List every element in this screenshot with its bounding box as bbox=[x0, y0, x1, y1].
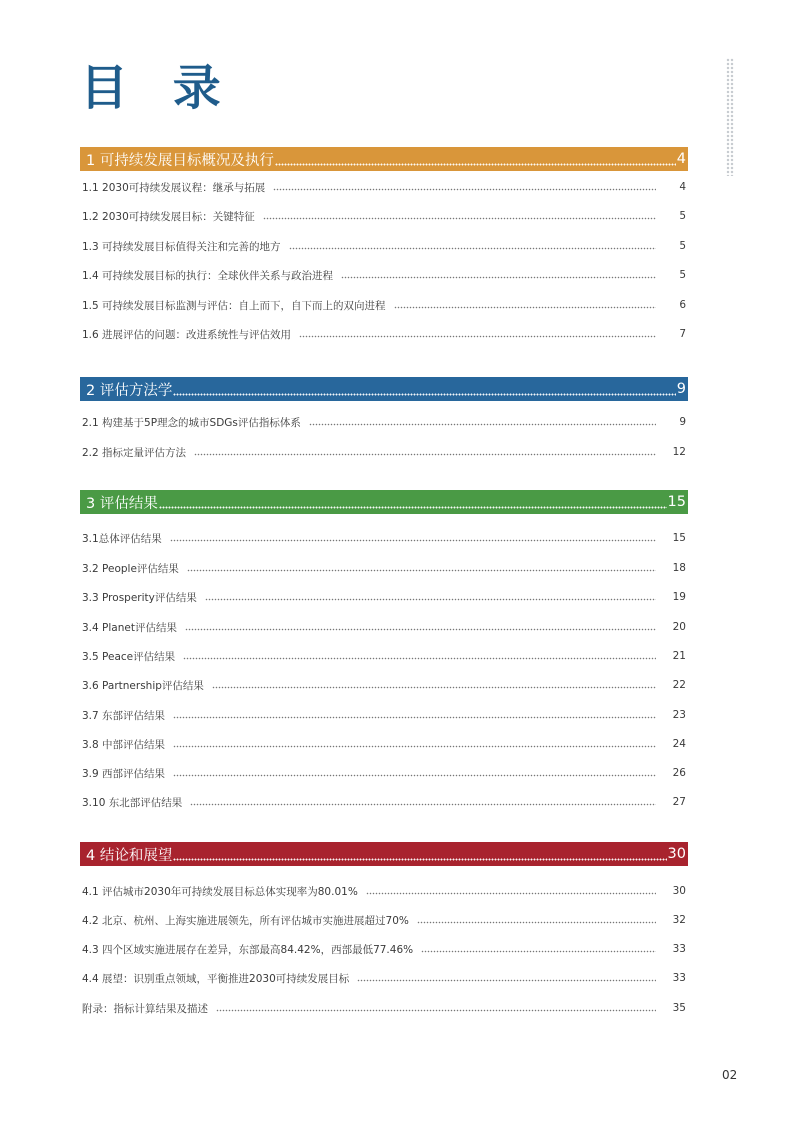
toc-entry-2-1[interactable] bbox=[82, 413, 686, 431]
entry-page: 12 bbox=[672, 446, 686, 458]
toc-entry-4-4[interactable] bbox=[82, 969, 686, 987]
entry-label: 4.2 北京、杭州、上海实施进展领先，所有评估城市实施进展超过70% bbox=[82, 914, 409, 927]
entry-page: 19 bbox=[672, 591, 686, 603]
leader-dots bbox=[357, 969, 656, 987]
toc-entry-3-6[interactable] bbox=[82, 676, 686, 694]
entry-page: 24 bbox=[672, 738, 686, 750]
section-1-heading[interactable] bbox=[80, 147, 688, 171]
section-1-label: 1 可持续发展目标概况及执行 bbox=[86, 152, 274, 169]
entry-label: 1.5 可持续发展目标监测与评估：自上而下，自下而上的双向进程 bbox=[82, 299, 386, 312]
entry-page: 5 bbox=[679, 210, 686, 222]
entry-page: 23 bbox=[672, 709, 686, 721]
entry-page: 6 bbox=[679, 299, 686, 311]
leader-dots bbox=[170, 529, 656, 547]
toc-entry-2-2[interactable] bbox=[82, 443, 686, 461]
entry-label: 3.4 Planet评估结果 bbox=[82, 621, 177, 634]
entry-page: 7 bbox=[679, 328, 686, 340]
leader-dots bbox=[194, 443, 656, 461]
section-4-label: 4 结论和展望 bbox=[86, 847, 173, 864]
entry-label: 3.8 中部评估结果 bbox=[82, 738, 166, 751]
section-4-heading[interactable] bbox=[80, 842, 688, 866]
entry-label: 1.1 2030可持续发展议程：继承与拓展 bbox=[82, 181, 266, 194]
toc-entry-3-8[interactable] bbox=[82, 735, 686, 753]
entry-label: 3.10 东北部评估结果 bbox=[82, 796, 183, 809]
entry-page: 21 bbox=[672, 650, 686, 662]
leader-dots bbox=[212, 676, 656, 694]
dot-pattern-decoration bbox=[726, 58, 734, 176]
entry-label: 4.1 评估城市2030年可持续发展目标总体实现率为80.01% bbox=[82, 885, 358, 898]
toc-entry-1-4[interactable] bbox=[82, 266, 686, 284]
leader-dots bbox=[173, 764, 656, 782]
toc-entry-3-1[interactable] bbox=[82, 529, 686, 547]
entry-page: 15 bbox=[672, 532, 686, 544]
section-2-page: 9 bbox=[676, 381, 686, 397]
entry-page: 33 bbox=[672, 943, 686, 955]
entry-page: 20 bbox=[672, 621, 686, 633]
toc-entry-4-2[interactable] bbox=[82, 911, 686, 929]
toc-entry-3-7[interactable] bbox=[82, 706, 686, 724]
page-number: 02 bbox=[722, 1068, 738, 1082]
entry-label: 3.1总体评估结果 bbox=[82, 532, 162, 545]
entry-label: 3.3 Prosperity评估结果 bbox=[82, 591, 197, 604]
entry-page: 4 bbox=[679, 181, 686, 193]
entry-page: 30 bbox=[672, 885, 686, 897]
entry-page: 26 bbox=[672, 767, 686, 779]
leader-dots bbox=[341, 266, 656, 284]
leader-dots bbox=[173, 377, 675, 401]
toc-entry-1-6[interactable] bbox=[82, 325, 686, 343]
leader-dots bbox=[190, 793, 656, 811]
section-2-heading[interactable] bbox=[80, 377, 688, 401]
toc-entry-1-3[interactable] bbox=[82, 237, 686, 255]
section-3-heading[interactable] bbox=[80, 490, 688, 514]
toc-entry-1-1[interactable] bbox=[82, 178, 686, 196]
leader-dots bbox=[183, 647, 656, 665]
section-4-page: 30 bbox=[667, 846, 686, 862]
entry-label: 4.3 四个区域实施进展存在差异，东部最高84.42%，西部最低77.46% bbox=[82, 943, 414, 956]
leader-dots bbox=[263, 207, 656, 225]
section-2-label: 2 评估方法学 bbox=[86, 382, 173, 399]
entry-label: 1.6 进展评估的问题：改进系统性与评估效用 bbox=[82, 328, 292, 341]
entry-label: 1.3 可持续发展目标值得关注和完善的地方 bbox=[82, 240, 281, 253]
entry-page: 32 bbox=[672, 914, 686, 926]
entry-label: 1.4 可持续发展目标的执行：全球伙伴关系与政治进程 bbox=[82, 269, 334, 282]
toc-entry-3-5[interactable] bbox=[82, 647, 686, 665]
section-1-page: 4 bbox=[676, 151, 686, 167]
leader-dots bbox=[216, 999, 656, 1017]
leader-dots bbox=[309, 413, 656, 431]
leader-dots bbox=[275, 147, 676, 171]
leader-dots bbox=[159, 490, 667, 514]
leader-dots bbox=[417, 911, 656, 929]
section-3-label: 3 评估结果 bbox=[86, 495, 158, 512]
entry-label: 2.2 指标定量评估方法 bbox=[82, 446, 187, 459]
toc-entry-3-3[interactable] bbox=[82, 588, 686, 606]
entry-page: 18 bbox=[672, 562, 686, 574]
leader-dots bbox=[366, 882, 656, 900]
toc-entry-3-4[interactable] bbox=[82, 618, 686, 636]
leader-dots bbox=[173, 842, 666, 866]
leader-dots bbox=[185, 618, 656, 636]
entry-page: 35 bbox=[672, 1002, 686, 1014]
toc-entry-3-10[interactable] bbox=[82, 793, 686, 811]
entry-page: 27 bbox=[672, 796, 686, 808]
entry-page: 9 bbox=[679, 416, 686, 428]
section-3-page: 15 bbox=[667, 494, 686, 510]
entry-page: 22 bbox=[672, 679, 686, 691]
entry-page: 33 bbox=[672, 972, 686, 984]
entry-page: 5 bbox=[679, 269, 686, 281]
toc-entry-1-2[interactable] bbox=[82, 207, 686, 225]
leader-dots bbox=[421, 940, 656, 958]
page-title: 目 录 bbox=[80, 60, 235, 116]
entry-label: 1.2 2030可持续发展目标：关键特征 bbox=[82, 210, 255, 223]
toc-entry-3-9[interactable] bbox=[82, 764, 686, 782]
entry-label: 3.2 People评估结果 bbox=[82, 562, 179, 575]
toc-entry-appendix[interactable] bbox=[82, 999, 686, 1017]
leader-dots bbox=[289, 237, 656, 255]
entry-label: 3.7 东部评估结果 bbox=[82, 709, 166, 722]
entry-label: 4.4 展望：识别重点领域，平衡推进2030可持续发展目标 bbox=[82, 972, 350, 985]
entry-label: 3.6 Partnership评估结果 bbox=[82, 679, 204, 692]
toc-entry-4-3[interactable] bbox=[82, 940, 686, 958]
leader-dots bbox=[273, 178, 656, 196]
entry-label: 3.5 Peace评估结果 bbox=[82, 650, 176, 663]
leader-dots bbox=[187, 559, 656, 577]
leader-dots bbox=[173, 706, 656, 724]
entry-page: 5 bbox=[679, 240, 686, 252]
entry-label: 附录：指标计算结果及描述 bbox=[82, 1002, 208, 1015]
leader-dots bbox=[205, 588, 656, 606]
toc-entry-3-2[interactable] bbox=[82, 559, 686, 577]
leader-dots bbox=[299, 325, 656, 343]
entry-label: 2.1 构建基于5P理念的城市SDGs评估指标体系 bbox=[82, 416, 301, 429]
toc-entry-1-5[interactable] bbox=[82, 296, 686, 314]
leader-dots bbox=[173, 735, 656, 753]
leader-dots bbox=[394, 296, 656, 314]
toc-entry-4-1[interactable] bbox=[82, 882, 686, 900]
entry-label: 3.9 西部评估结果 bbox=[82, 767, 166, 780]
